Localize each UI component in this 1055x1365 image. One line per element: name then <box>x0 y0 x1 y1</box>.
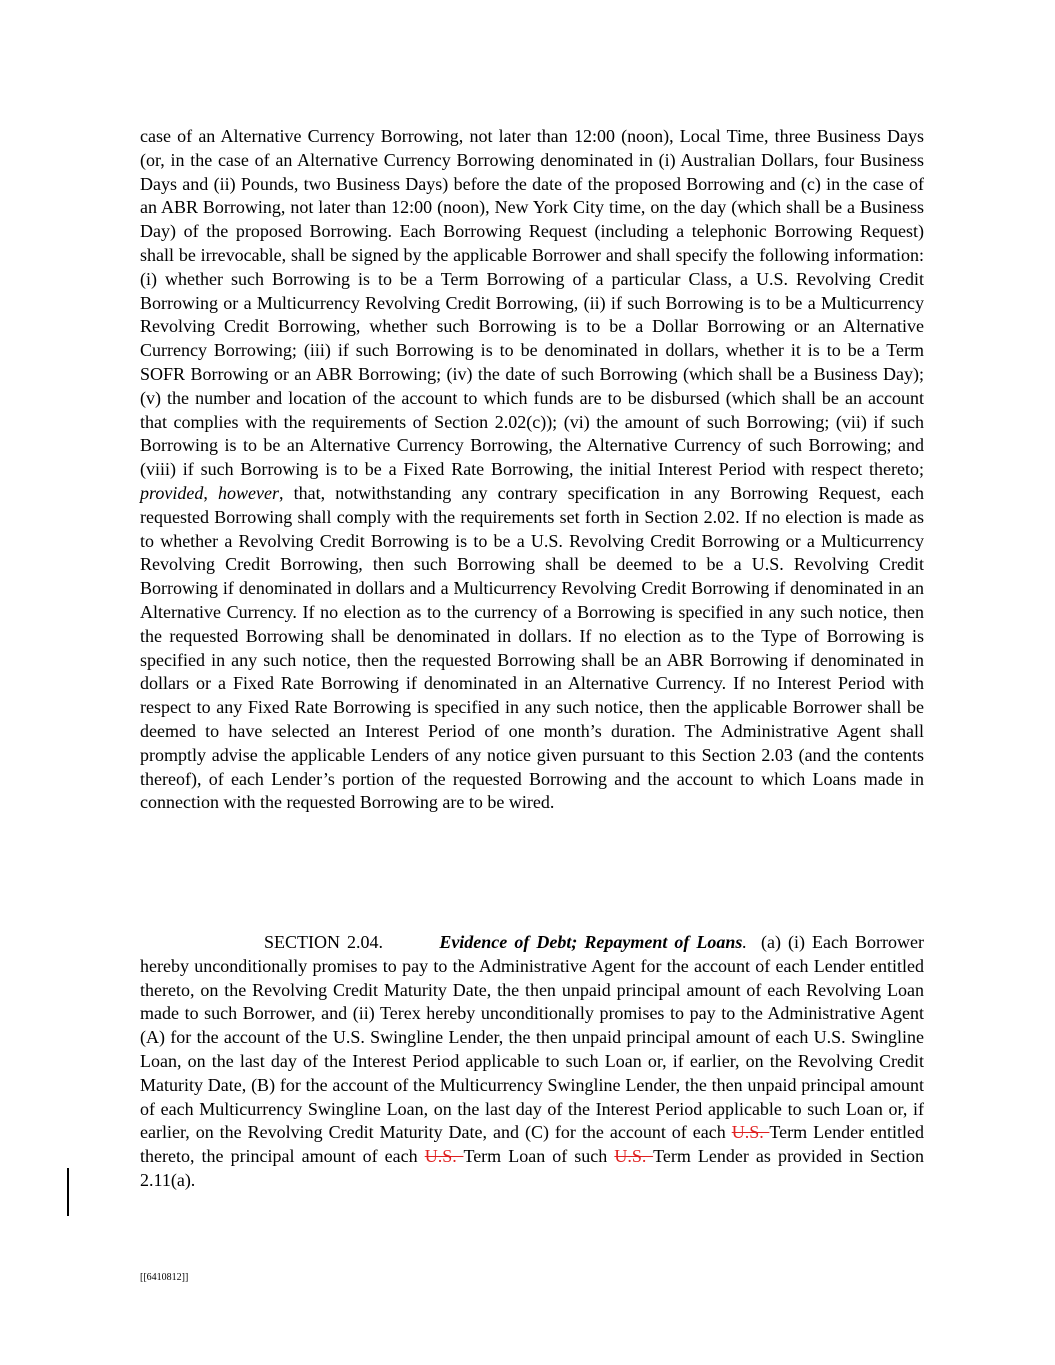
deleted-text-3: U.S. <box>614 1146 654 1167</box>
section-title-period: . <box>742 932 747 952</box>
however-term: however <box>218 482 279 503</box>
provided-term: provided <box>140 482 204 503</box>
footer-document-id: [[6410812]] <box>140 1272 189 1283</box>
paragraph-borrowing-request <box>140 125 924 815</box>
section-number: SECTION 2.04. <box>264 932 384 952</box>
deleted-text-1: U.S. <box>731 1122 770 1143</box>
section-2-04-paragraph <box>140 931 924 1193</box>
comma: , <box>203 482 208 503</box>
section-body-part-3: Term Loan of such <box>463 1146 608 1167</box>
revision-change-bar <box>67 1168 69 1216</box>
deleted-text-2: U.S. <box>424 1146 464 1167</box>
section-body-part-1: (a) (i) Each Borrower hereby unconditionally promises to pay to the Administrative Agent for the account of each Lender entitled thereto, on the Revolving Credit Maturity Date, the then unpaid principal amount of each Revolving Loan made to such Borrower, and (ii) Terex hereby unconditionally promises to pay to the Administrative Agent (A) for the account of the U.S. Swingline Lender, the then unpaid principal amount of each U.S. Swingline Loan, on the last day of the Interest Period applicable to such Loan or, if earlier, on the Revolving Credit Maturity Date, (B) for the account of the Multicurrency Swingline Lender, the then unpaid principal amount of each Multicurrency Swingline Loan, on the last day of the Interest Period applicable to such Loan or, if earlier, on the Revolving Credit Maturity Date, and (C) for the account of each <box>140 932 925 1143</box>
paragraph-text-part-2: , that, notwithstanding any contrary specification in any Borrowing Request, each requested Borrowing shall comply with the requirements set forth in Section 2.02. If no election is made as to whether a Revolving Credit Borrowing is to be a U.S. Revolving Credit Borrowing or a Multicurrency Revolving Credit Borrowing, then such Borrowing shall be deemed to be a U.S. Revolving Credit Borrowing if denominated in dollars and a Multicurrency Revolving Credit Borrowing if denominated in an Alternative Currency. If no election as to the currency of a Borrowing is specified in any such notice, then the requested Borrowing shall be denominated in dollars. If no election as to the Type of Borrowing is specified in any such notice, then the requested Borrowing shall be an ABR Borrowing if denominated in dollars or a Fixed Rate Borrowing if denominated in an Alternative Currency. If no Interest Period with respect to any Fixed Rate Borrowing is specified in any such notice, then the applicable Borrower shall be deemed to have selected an Interest Period of one month’s duration. The Administrative Agent shall promptly advise the applicable Lenders of any notice given pursuant to this Section 2.03 (and the contents thereof), of each Lender’s portion of the requested Borrowing and the account to which Loans made in connection with the requested Borrowing are to be wired. <box>140 482 924 813</box>
section-body-part-2: Term Lender entitled thereto, the principal amount of each <box>140 1122 925 1167</box>
paragraph-text-part-1: case of an Alternative Currency Borrowing, not later than 12:00 (noon), Local Time, three Business Days (or, in the case of an Alternative Currency Borrowing denominated in (i) Australian Dollars, four Business Days and (ii) Pounds, two Business Days) before the date of the proposed Borrowing and (c) in the case of an ABR Borrowing, not later than 12:00 (noon), New York City time, on the day (which shall be a Business Day) of the proposed Borrowing. Each Borrowing Request (including a telephonic Borrowing Request) shall be irrevocable, shall be signed by the applicable Borrower and shall specify the following information: (i) whether such Borrowing is to be a Term Borrowing of a particular Class, a U.S. Revolving Credit Borrowing or a Multicurrency Revolving Credit Borrowing, (ii) if such Borrowing is to be a Multicurrency Revolving Credit Borrowing, whether such Borrowing is to be a Dollar Borrowing or an Alternative Currency Borrowing; (iii) if such Borrowing is to be denominated in dollars, whether it is to be a Term SOFR Borrowing or an ABR Borrowing; (iv) the date of such Borrowing (which shall be a Business Day); (v) the number and location of the account to which funds are to be disbursed (which shall be an account that complies with the requirements of Section 2.02(c)); (vi) the amount of such Borrowing; (vii) if such Borrowing is to be an Alternative Currency Borrowing, the Alternative Currency of such Borrowing; and (viii) if such Borrowing is to be a Fixed Rate Borrowing, the initial Interest Period with respect thereto; <box>140 126 924 480</box>
section-body-part-4: Term Lender as provided in Section 2.11(a). <box>140 1146 925 1190</box>
section-title: Evidence of Debt; Repayment of Loans <box>439 932 743 952</box>
